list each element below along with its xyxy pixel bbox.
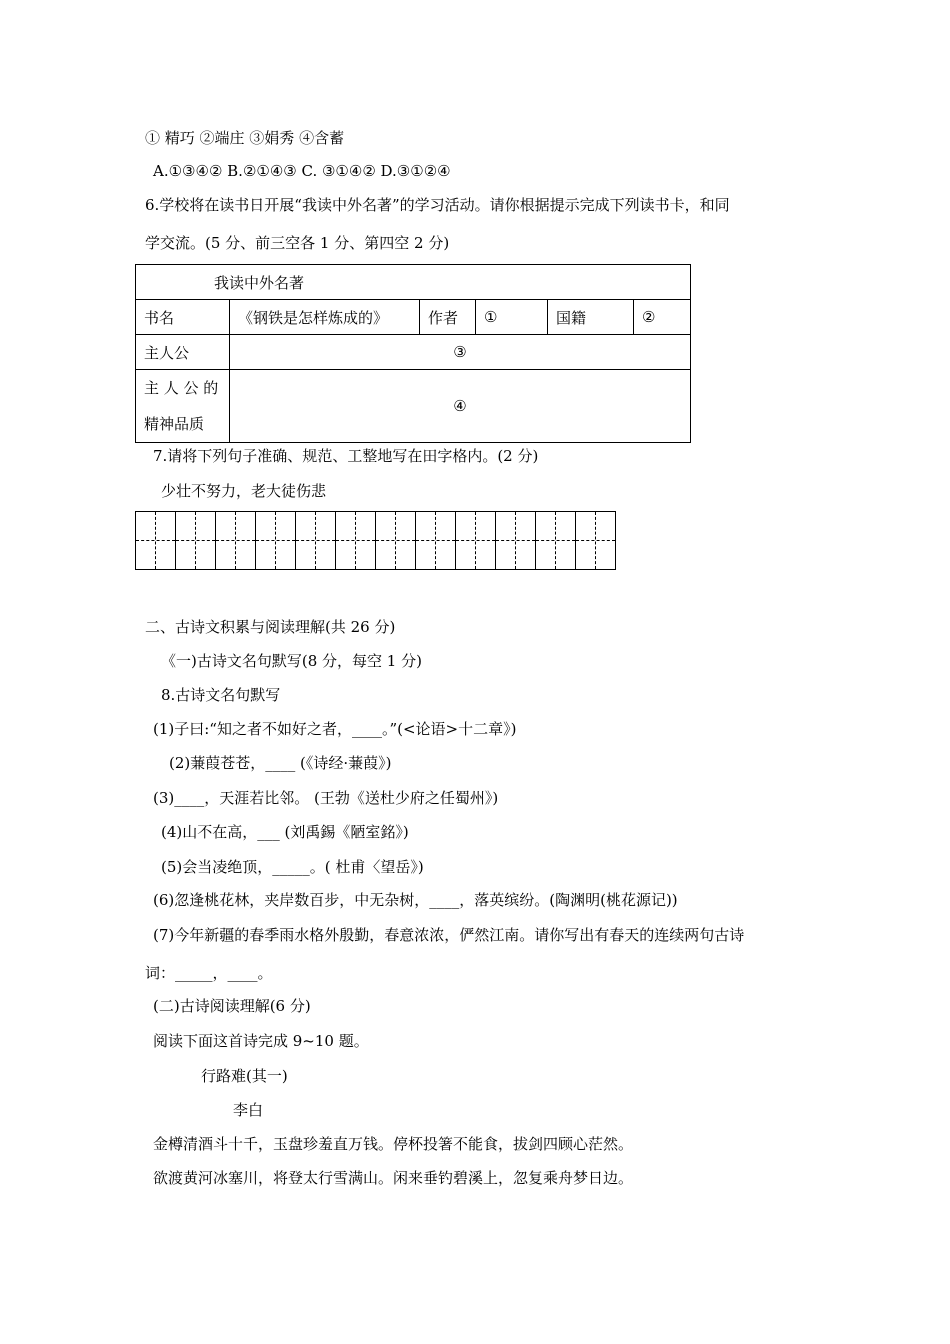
tian-zi-cell[interactable] (336, 512, 376, 569)
q8-item: (3)____，天涯若比邻。 (王勃《送杜少府之任蜀州》) (153, 789, 499, 807)
card-title: 我读中外名著 (136, 265, 691, 300)
hero-blank[interactable]: ③ (230, 335, 691, 370)
reading-card-table (135, 264, 691, 443)
tian-zi-cell[interactable] (176, 512, 216, 569)
q8-item: (6)忽逢桃花林，夹岸数百步，中无杂树，____，落英缤纷。(陶渊明(桃花源记)) (153, 891, 678, 909)
q8-title: 8.古诗文名句默写 (161, 686, 281, 704)
tian-zi-cell[interactable] (456, 512, 496, 569)
poem-line: 欲渡黄河冰塞川，将登太行雪满山。闲来垂钓碧溪上，忽复乘舟梦日边。 (153, 1169, 634, 1187)
tian-zi-cell[interactable] (536, 512, 576, 569)
q8-item: (2)蒹葭苍苍，____ (《诗经·蒹葭》) (169, 754, 392, 772)
q5-answer-options: A.①③④② B.②①④③ C. ③①④② D.③①②④ (153, 162, 451, 180)
tian-zi-cell[interactable] (496, 512, 536, 569)
tian-zi-grid[interactable] (135, 511, 616, 570)
author-blank[interactable]: ① (476, 300, 548, 335)
q7-prompt: 7.请将下列句子准确、规范、工整地写在田字格内。(2 分) (153, 447, 539, 465)
tian-zi-cell[interactable] (376, 512, 416, 569)
q7-sentence: 少壮不努力，老大徒伤悲 (161, 482, 327, 500)
q5-word-list: ① 精巧 ②端庄 ③娟秀 ④含蓄 (145, 129, 345, 147)
spirit-label-line-1: 主 人 公 的 (144, 379, 219, 397)
tian-zi-cell[interactable] (136, 512, 176, 569)
poem-author: 李白 (233, 1101, 264, 1119)
q8-item: 词：_____，____。 (145, 964, 273, 982)
tian-zi-cell[interactable] (576, 512, 615, 569)
spirit-label-line-2: 精神品质 (144, 415, 205, 433)
poem-title: 行路难(其一) (201, 1067, 288, 1085)
tian-zi-cell[interactable] (416, 512, 456, 569)
q8-item: (4)山不在高，___ (刘禹錫《陋室銘》) (161, 823, 409, 841)
nationality-label: 国籍 (548, 300, 634, 335)
hero-label: 主人公 (136, 335, 230, 370)
section-2-heading: 二、古诗文积累与阅读理解(共 26 分) (145, 618, 396, 636)
q8-item: (7)今年新疆的春季雨水格外殷勤，春意浓浓，俨然江南。请你写出有春天的连续两句古诗 (153, 926, 745, 944)
tian-zi-cell[interactable] (216, 512, 256, 569)
spirit-blank[interactable]: ④ (230, 370, 691, 443)
poem-instruction: 阅读下面这首诗完成 9~10 题。 (153, 1032, 369, 1050)
q8-item: (1)子曰:“知之者不如好之者，____。”(<论语>十二章》) (153, 720, 517, 738)
q6-prompt-line-2: 学交流。(5 分、前三空各 1 分、第四空 2 分) (145, 234, 450, 252)
author-label: 作者 (420, 300, 476, 335)
part-2-heading: (二)古诗阅读理解(6 分) (153, 997, 311, 1015)
q8-item: (5)会当凌绝顶，_____。( 杜甫〈望岳》) (161, 858, 424, 876)
part-1-heading: 《一)古诗文名句默写(8 分，每空 1 分) (161, 652, 422, 670)
q6-prompt-line-1: 6.学校将在读书日开展“我读中外名著”的学习活动。请你根据提示完成下列读书卡，和同 (145, 196, 730, 214)
book-value: 《钢铁是怎样炼成的》 (230, 300, 420, 335)
poem-line: 金樽清酒斗十千，玉盘珍羞直万钱。停杯投箸不能食，拔剑四顾心茫然。 (153, 1135, 634, 1153)
spirit-label (136, 370, 230, 443)
tian-zi-cell[interactable] (296, 512, 336, 569)
tian-zi-cell[interactable] (256, 512, 296, 569)
book-label: 书名 (136, 300, 230, 335)
nationality-blank[interactable]: ② (634, 300, 691, 335)
